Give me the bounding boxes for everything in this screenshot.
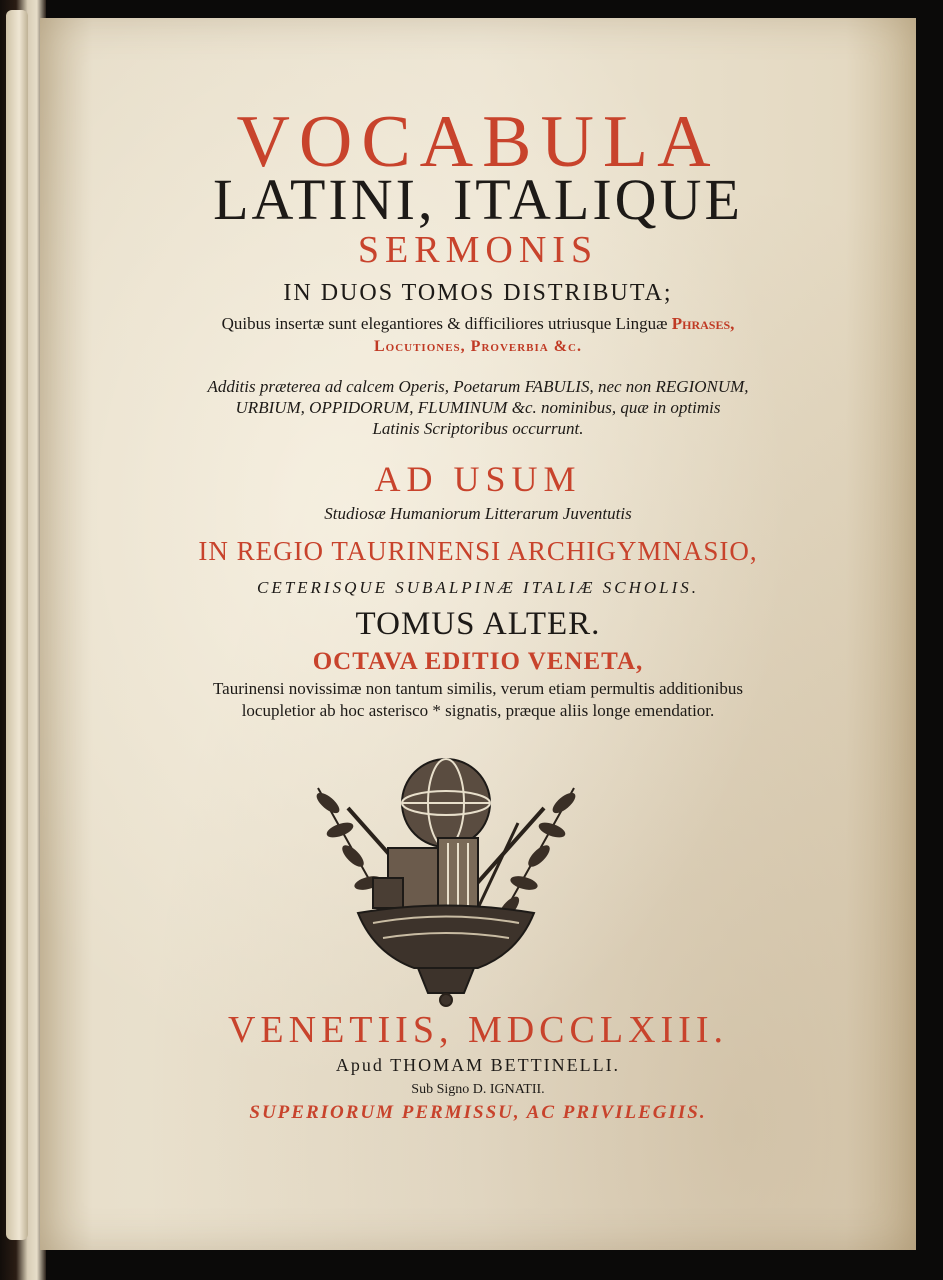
additis-line-2: URBIUM, OPPIDORUM, FLUMINUM &c. nominibus, quæ in optimis: [235, 398, 721, 417]
globe-books-laurel-ornament-icon: [278, 748, 614, 1008]
edition-note-line-1: Taurinensi novissimæ non tantum similis, verum etiam permultis additionibus: [212, 679, 744, 698]
description-text: Quibus insertæ sunt elegantiores & difficiliores utriusque Linguæ: [221, 314, 672, 333]
imprint-place-date: VENETIIS, MDCCLXIII.: [227, 1009, 728, 1051]
edition-note: [40, 678, 916, 722]
locutiones-line: Locutiones, Proverbia &c.: [373, 338, 583, 355]
subtitle-distributa: IN DUOS TOMOS DISTRIBUTA;: [283, 280, 673, 306]
tomus-alter-heading: TOMUS ALTER.: [355, 606, 601, 642]
scholis-line: CETERISQUE SUBALPINÆ ITALIÆ SCHOLIS.: [256, 578, 700, 597]
phrases-word: Phrases,: [671, 314, 735, 333]
additis-line-3: Latinis Scriptoribus occurrunt.: [372, 419, 584, 438]
ad-usum-heading: AD USUM: [374, 459, 582, 499]
title-vocabula: VOCABULA: [236, 101, 720, 183]
edition-line: OCTAVA EDITIO VENETA,: [312, 648, 644, 675]
imprint-permission: SUPERIORUM PERMISSU, AC PRIVILEGIIS.: [249, 1102, 707, 1123]
additis-line-1: Additis præterea ad calcem Operis, Poetarum FABULIS, nec non REGIONUM,: [207, 377, 749, 396]
studiosae-line: Studiosæ Humaniorum Litterarum Juventutis: [324, 504, 632, 523]
archigymnasio-line: IN REGIO TAURINENSI ARCHIGYMNASIO,: [198, 536, 758, 566]
additis-paragraph: [40, 376, 916, 439]
title-latini-italique: LATINI, ITALIQUE: [213, 167, 743, 232]
title-page: [40, 18, 916, 1250]
edition-note-line-2: locupletior ab hoc asterisco * signatis, præque aliis longe emendatior.: [241, 701, 715, 720]
description-line: [40, 314, 916, 334]
title-sermonis: SERMONIS: [357, 229, 599, 271]
imprint-printer: Apud THOMAM BETTINELLI.: [335, 1055, 621, 1075]
imprint-sign: Sub Signo D. IGNATII.: [411, 1082, 545, 1097]
facing-page-edge: [6, 10, 28, 1240]
